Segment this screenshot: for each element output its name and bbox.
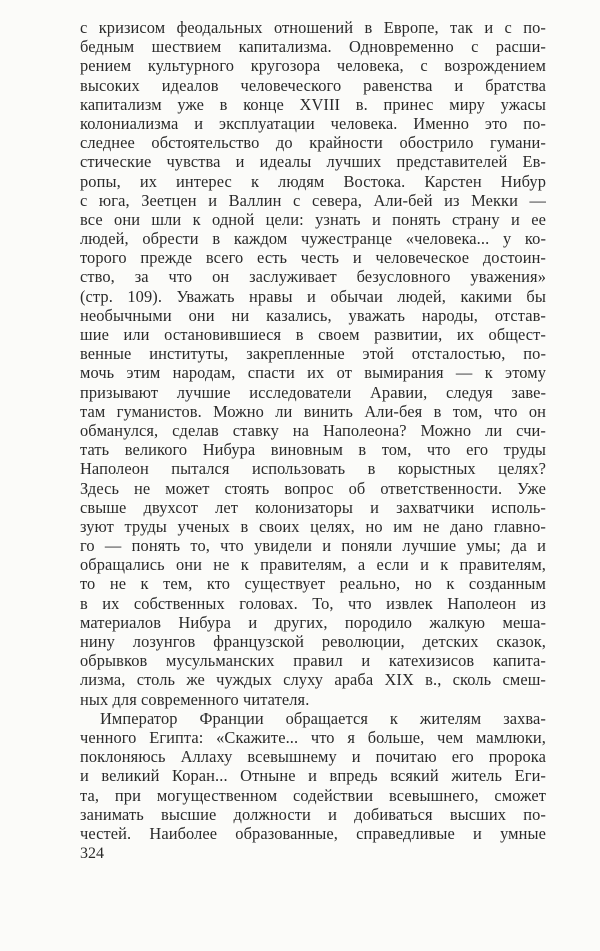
text-line: ченного Египта: «Скажите... что я больше, чем мамлюки, — [80, 727, 546, 747]
text-line: обрывков мусульманских правил и катехизисов капита- — [80, 651, 546, 671]
text-line: венные институты, закрепленные этой отсталостью, по- — [80, 344, 546, 364]
page-body-text — [80, 18, 546, 843]
text-line: свыше двухсот лет колонизаторы и захватчики исполь- — [80, 497, 546, 517]
text-line: высоких идеалов человеческого равенства и братства — [80, 75, 546, 95]
text-line: го — понять то, что увидели и поняли лучшие умы; да и — [80, 536, 546, 556]
text-line: рением культурного кругозора человека, с возрождением — [80, 56, 546, 76]
text-line: та, при могущественном содействии всевышнего, сможет — [80, 785, 546, 805]
text-line: мочь этим народам, спасти их от вымирания — к этому — [80, 363, 546, 383]
page-number: 324 — [80, 845, 104, 862]
text-line: капитализм уже в конце XVIII в. принес миру ужасы — [80, 94, 546, 114]
text-line: с юга, Зеетцен и Валлин с севера, Али-бей из Мекки — — [80, 190, 546, 210]
text-line: в их собственных головах. То, что извлек Наполеон из — [80, 593, 546, 613]
text-line: ство, за что он заслуживает безусловного уважения» — [80, 267, 546, 287]
text-line: торого прежде всего есть честь и человеческое достоин- — [80, 248, 546, 268]
text-line: материалов Нибура и других, породило жалкую меша- — [80, 612, 546, 632]
text-line: призывают лучшие исследователи Аравии, следуя заве- — [80, 382, 546, 402]
text-line: Император Франции обращается к жителям захва- — [100, 708, 546, 728]
text-line: шие или остановившиеся в своем развитии, их общест- — [80, 325, 546, 344]
text-line: зуют труды ученых в своих целях, но им не дано главно- — [80, 516, 546, 536]
text-line: и великий Коран... Отныне и впредь всякий житель Еги- — [80, 766, 546, 786]
text-line: лизма, столь же чуждых слуху араба XIX в., сколь смеш- — [80, 670, 546, 690]
text-line: поклоняюсь Аллаху всевышнему и почитаю его пророка — [80, 747, 546, 767]
text-line: бедным шествием капитализма. Одновременно с расши- — [80, 37, 546, 57]
text-line: все они шли к одной цели: узнать и понять страну и ее — [80, 209, 546, 229]
text-line: ропы, их интерес к людям Востока. Карстен Нибур — [80, 171, 546, 191]
text-line: ных для современного читателя. — [80, 689, 310, 709]
text-line: колониализма и эксплуатации человека. Именно это по- — [80, 113, 546, 133]
text-line: Здесь не может стоять вопрос об ответственности. Уже — [80, 478, 546, 498]
text-line: следнее обстоятельство до крайности обострило гумани- — [80, 133, 546, 153]
text-line: стические чувства и идеалы лучших представителей Ев- — [80, 152, 546, 172]
text-line: обращались они не к правителям, а если и к правителям, — [80, 555, 546, 575]
text-line: нину лозунгов французской революции, детских сказок, — [80, 632, 546, 651]
text-line: необычными они ни казались, уважать народы, отстав- — [80, 305, 546, 325]
text-line: занимать высшие должности и добиваться высших по- — [80, 804, 546, 824]
text-line: там гуманистов. Можно ли винить Али-бея в том, что он — [80, 401, 546, 421]
text-line: обманулся, сделав ставку на Наполеона? Можно ли счи- — [80, 420, 546, 440]
text-line: (стр. 109). Уважать нравы и обычаи людей, какими бы — [80, 286, 546, 306]
text-line: честей. Наиболее образованные, справедливые и умные — [80, 823, 546, 843]
text-line: то не к тем, кто существует реально, но к созданным — [80, 574, 546, 594]
text-line: людей, обрести в каждом чужестранце «человека... у ко- — [80, 229, 546, 249]
text-line: Наполеон пытался использовать в корыстных целях? — [80, 459, 546, 479]
text-line: с кризисом феодальных отношений в Европе, так и с по- — [80, 18, 546, 37]
text-line: тать великого Нибура виновным в том, что его труды — [80, 440, 546, 460]
